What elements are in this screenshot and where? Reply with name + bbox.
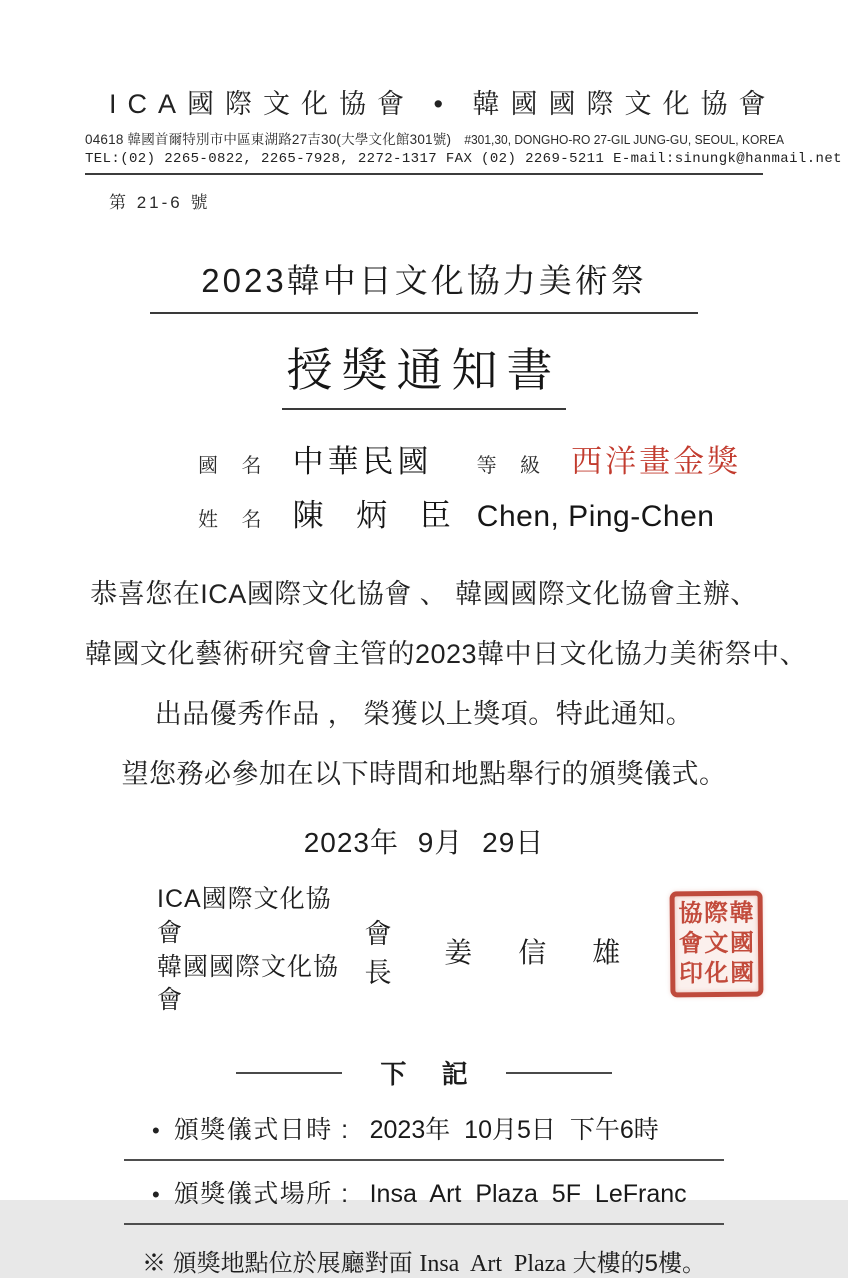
footnote-prefix: ※ 頒獎地點位於展廳對面 (142, 1250, 420, 1277)
president-name (444, 931, 666, 971)
president-title: 會長 (364, 918, 394, 988)
organization-title: ICA國際文化協會 • 韓國國際文化協會 (109, 89, 777, 119)
ceremony-time-value: 2023年 10月5日 下午6時 (369, 1116, 659, 1144)
event-title-underline (150, 312, 698, 314)
signature-org-2: 韓國國際文化協會 (157, 952, 340, 1015)
president-name-char: 雄 (592, 936, 621, 968)
seal-char: 化 (704, 959, 730, 987)
seal-char: 協 (678, 899, 703, 927)
heading-dash-left (236, 1072, 342, 1074)
event-title: 2023韓中日文化協力美術祭 (201, 262, 647, 299)
seal-char: 國 (730, 929, 755, 957)
body-line: 望您務必參加在以下時間和地點舉行的頒獎儀式。 (121, 759, 727, 789)
ceremony-place-label: 頒獎儀式場所 : (173, 1180, 350, 1208)
document-number: 第 21-6 號 (109, 193, 211, 212)
ceremony-place-value: Insa Art Plaza 5F LeFranc (369, 1180, 687, 1208)
seal-char: 文 (704, 929, 729, 957)
document-title-underline (282, 408, 566, 410)
body-line: 韓國文化藝術研究會主管的2023韓中日文化協力美術祭中、 (85, 639, 808, 669)
issue-date: 2023年 9月 29日 (303, 827, 545, 858)
details-list (124, 1097, 724, 1225)
bullet-icon: • (152, 1182, 160, 1207)
footnote-suffix: 大樓的5樓。 (565, 1250, 706, 1277)
name-cjk: 陳 炳 臣 (292, 498, 463, 533)
body-text (85, 564, 808, 861)
country-label: 國 名 (198, 455, 271, 477)
address-english: #301,30, DONGHO-RO 27-GIL JUNG-GU, SEOUL, KOREA (464, 133, 785, 147)
bullet-icon: • (152, 1118, 160, 1143)
official-seal-stamp-icon (670, 890, 764, 997)
signature-org-1: ICA國際文化協會 (157, 885, 332, 947)
grade-label: 等 級 (476, 455, 550, 477)
signature-block (85, 883, 763, 1018)
footnote-latin: Insa Art Plaza (419, 1251, 566, 1277)
president-name-char: 信 (518, 936, 547, 968)
recipient-section (85, 436, 763, 535)
body-line: 恭喜您在ICA國際文化協會 、 韓國國際文化協會主辦、 (90, 579, 758, 609)
body-line: 出品優秀作品 ， 榮獲以上獎項。特此通知。 (154, 699, 694, 729)
grade-value: 西洋畫金獎 (571, 444, 742, 479)
footnote (85, 1243, 763, 1278)
letterhead (85, 82, 842, 175)
name-label: 姓 名 (198, 509, 271, 531)
document-title: 授獎通知書 (286, 344, 562, 396)
ceremony-time-label: 頒獎儀式日時 : (173, 1116, 350, 1144)
list-item (124, 1097, 724, 1161)
contact-line: TEL:(02) 2265-0822, 2265-7928, 2272-1317 FAX (02) 2269-5211 E-mail:sinungk@hanmail.net (85, 151, 763, 175)
name-row (198, 490, 763, 535)
signature-organizations (157, 883, 343, 1018)
details-heading-label: 下 記 (380, 1059, 482, 1089)
country-grade-row (198, 436, 763, 481)
heading-dash-right (506, 1072, 612, 1074)
list-item (124, 1161, 724, 1225)
country-value: 中華民國 (292, 444, 433, 479)
seal-char: 國 (730, 959, 755, 987)
details-heading (85, 1054, 763, 1091)
name-latin: Chen, Ping-Chen (476, 500, 715, 533)
address-row (85, 128, 785, 148)
seal-char: 印 (679, 959, 704, 987)
seal-char: 韓 (729, 899, 755, 927)
seal-char: 際 (704, 899, 729, 927)
seal-char: 會 (678, 929, 704, 957)
president-name-char: 姜 (444, 936, 473, 968)
address-local: 04618 韓國首爾特別市中區東湖路27吉30(大學文化館301號) (85, 132, 452, 147)
